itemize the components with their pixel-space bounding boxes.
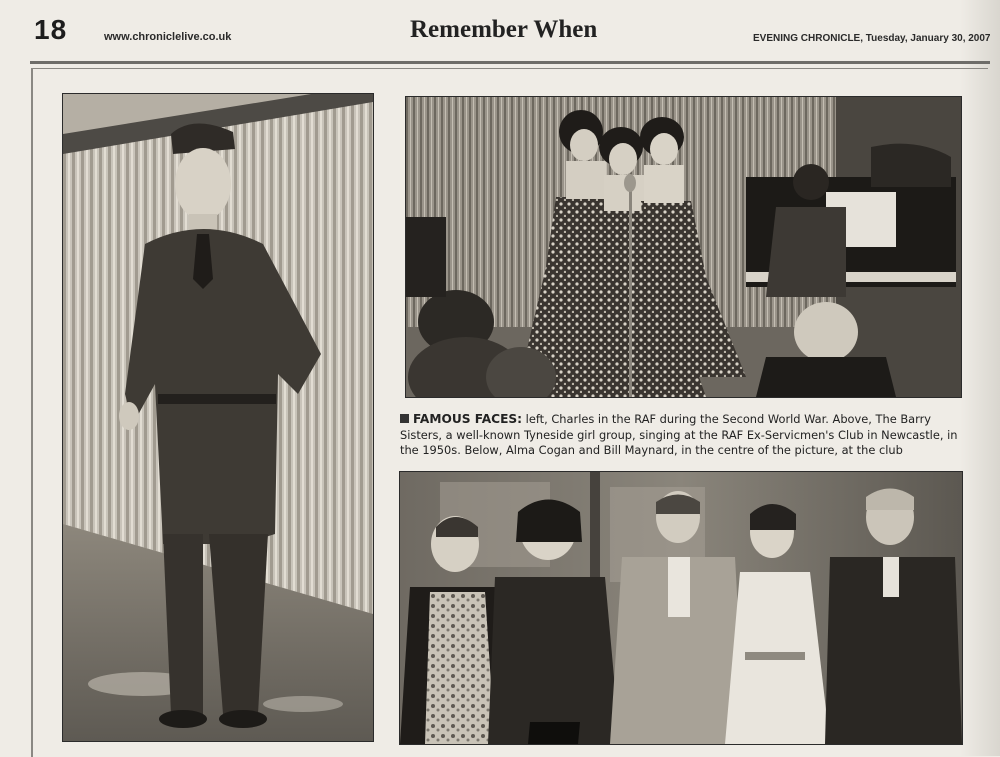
photo-caption xyxy=(400,412,975,459)
photo-barry-sisters xyxy=(405,96,962,398)
caption-lead: FAMOUS FACES: xyxy=(413,412,523,426)
dateline: EVENING CHRONICLE, Tuesday, January 30, 2007 xyxy=(753,33,991,44)
header-rule xyxy=(30,61,990,64)
section-title: Remember When xyxy=(410,16,598,43)
caption-bullet-icon xyxy=(400,414,409,423)
website-url: www.chroniclelive.co.uk xyxy=(104,31,232,43)
page-number: 18 xyxy=(34,14,68,45)
caption-body: left, Charles in the RAF during the Second World War. Above, The Barry Sisters, a well-known Tyneside girl group, singing at the RAF Ex-Servicmen's Club in Newcastle, in the 1950s. Below, Alma Cogan and Bill Maynard, in the centre of the picture, at the club xyxy=(400,412,958,457)
photo-charles-raf xyxy=(62,93,374,742)
photo-alma-cogan-bill-maynard xyxy=(399,471,963,745)
